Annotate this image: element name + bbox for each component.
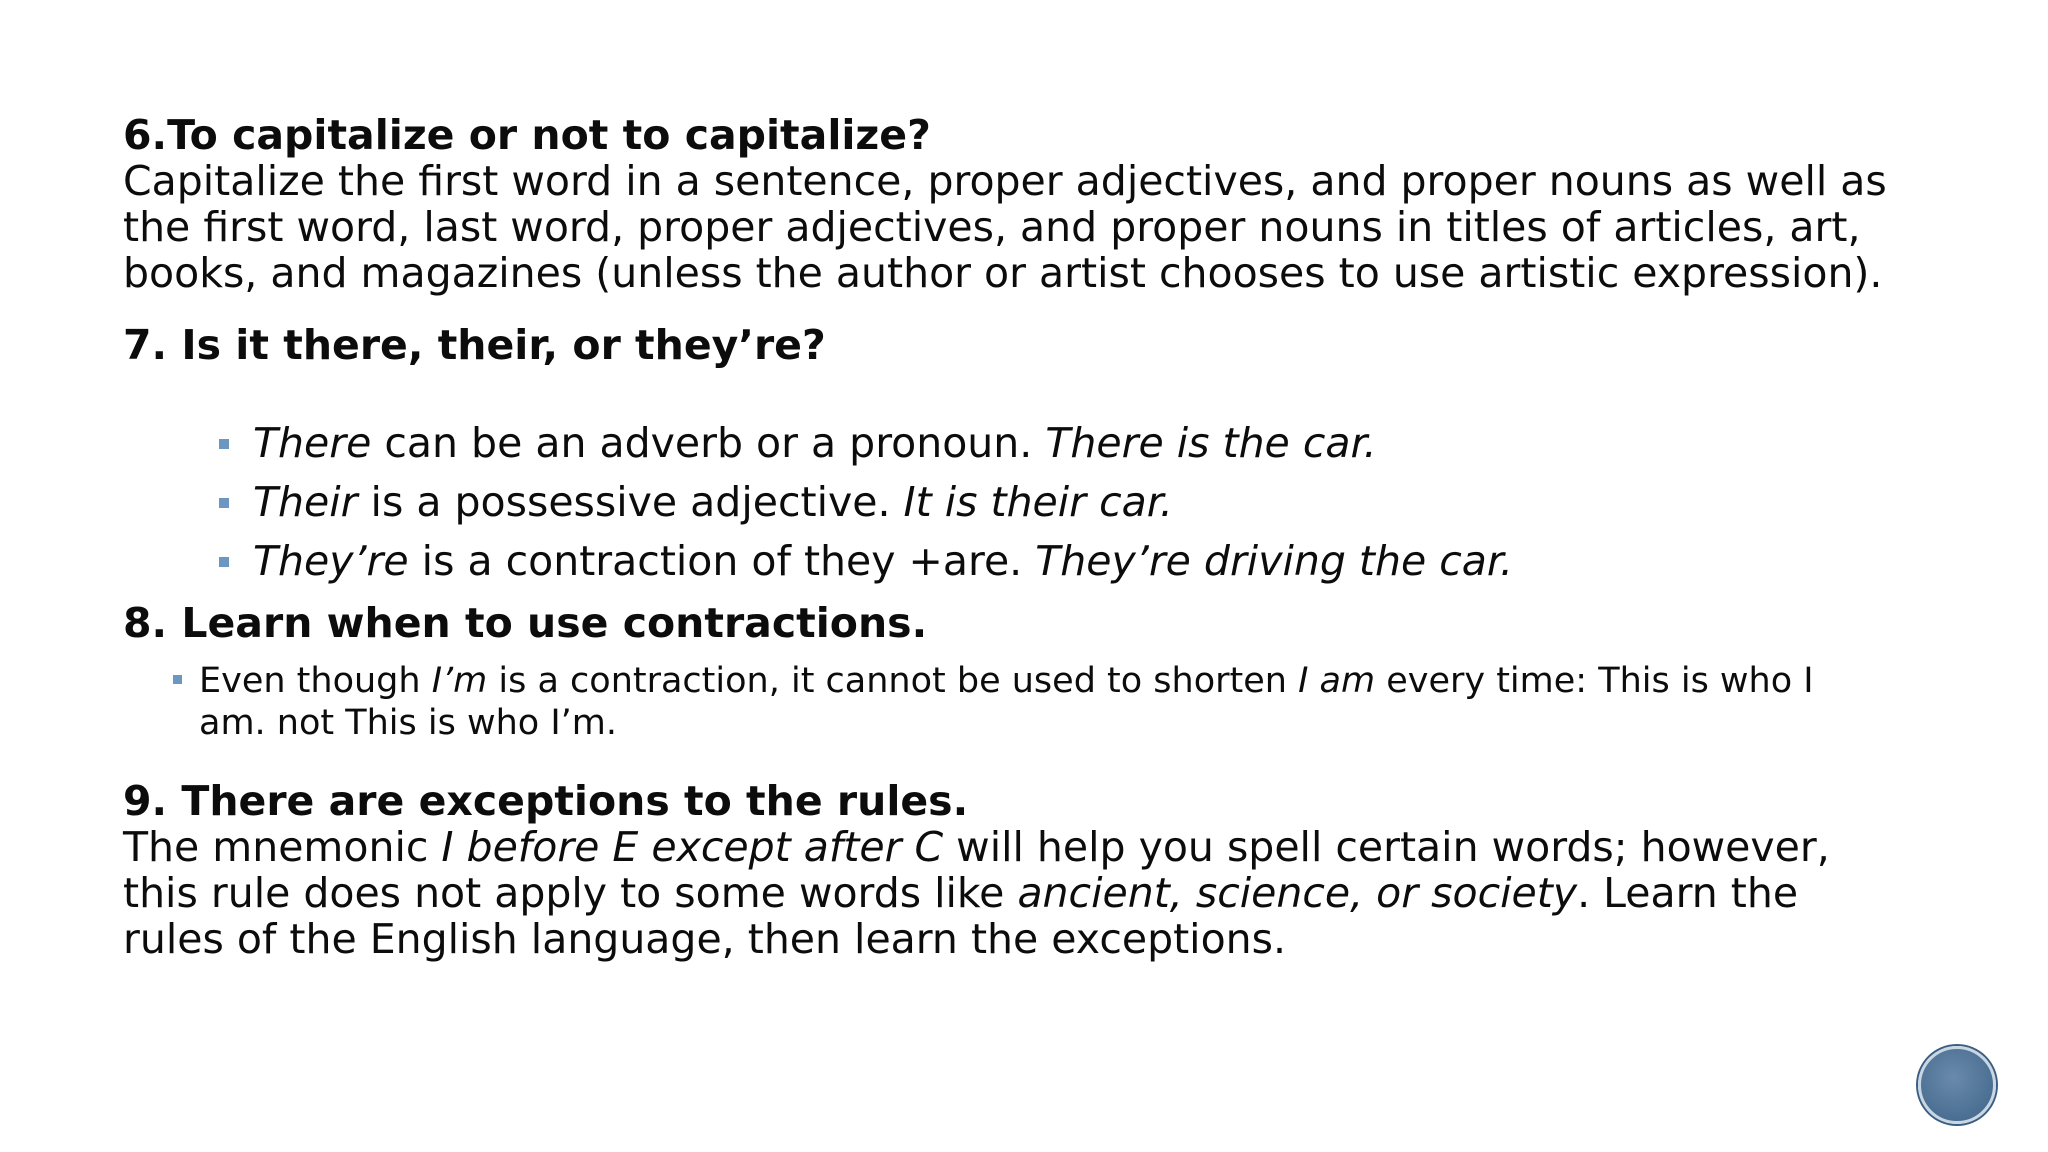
section-body (123, 824, 1903, 962)
square-bullet-icon (173, 675, 182, 684)
list-item (215, 420, 1903, 466)
slide-content (123, 112, 1903, 962)
section-heading: 9. There are exceptions to the rules. (123, 777, 969, 825)
list-item (215, 479, 1903, 525)
term: They’re (253, 537, 409, 585)
example: There is the car. (1045, 419, 1377, 467)
body-italic: ancient, science, or society (1017, 869, 1578, 917)
section-heading: 8. Learn when to use contractions. (123, 599, 928, 647)
slide-nav-circle-icon[interactable] (1918, 1046, 1996, 1124)
body-italic: I before E except after C (441, 823, 944, 871)
bullet-italic: I’m (431, 661, 488, 701)
section-heading: 7. Is it there, their, or they’re? (123, 321, 826, 369)
bullet-text: every time: This is who I am. not This is who I’m. (199, 661, 1814, 743)
section-capitalize (123, 112, 1903, 296)
list-item (215, 538, 1903, 584)
bullet-italic: I am (1298, 661, 1376, 701)
term: There (253, 419, 372, 467)
section-exceptions (123, 778, 1903, 962)
square-bullet-icon (219, 498, 229, 508)
section-contractions (123, 600, 1903, 744)
body-text: The mnemonic (123, 823, 442, 871)
section-there-their-theyre (123, 322, 1903, 584)
definition: can be an adverb or a pronoun. (371, 419, 1046, 467)
body-text: will help you spell certain words; however, this rule does not apply to some words like (123, 823, 1830, 917)
section-body: Capitalize the first word in a sentence, proper adjectives, and proper nouns as well as the first word, last word, proper adjectives, and proper nouns in titles of articles, art, books, and magazines (unless the author or artist chooses to use artistic expression). (123, 157, 1887, 297)
bullet-list (123, 660, 1903, 744)
term: Their (253, 478, 358, 526)
definition: is a possessive adjective. (357, 478, 904, 526)
square-bullet-icon (219, 439, 229, 449)
bullet-text: is a contraction, it cannot be used to shorten (487, 661, 1299, 701)
definition: is a contraction of they +are. (408, 537, 1036, 585)
example: They’re driving the car. (1035, 537, 1514, 585)
section-heading: 6.To capitalize or not to capitalize? (123, 111, 931, 159)
body-text: . Learn the rules of the English language, then learn the exceptions. (123, 869, 1799, 963)
example: It is their car. (903, 478, 1173, 526)
bullet-text: Even though (199, 661, 432, 701)
list-item (171, 660, 1839, 744)
square-bullet-icon (219, 557, 229, 567)
bullet-list (123, 420, 1903, 584)
